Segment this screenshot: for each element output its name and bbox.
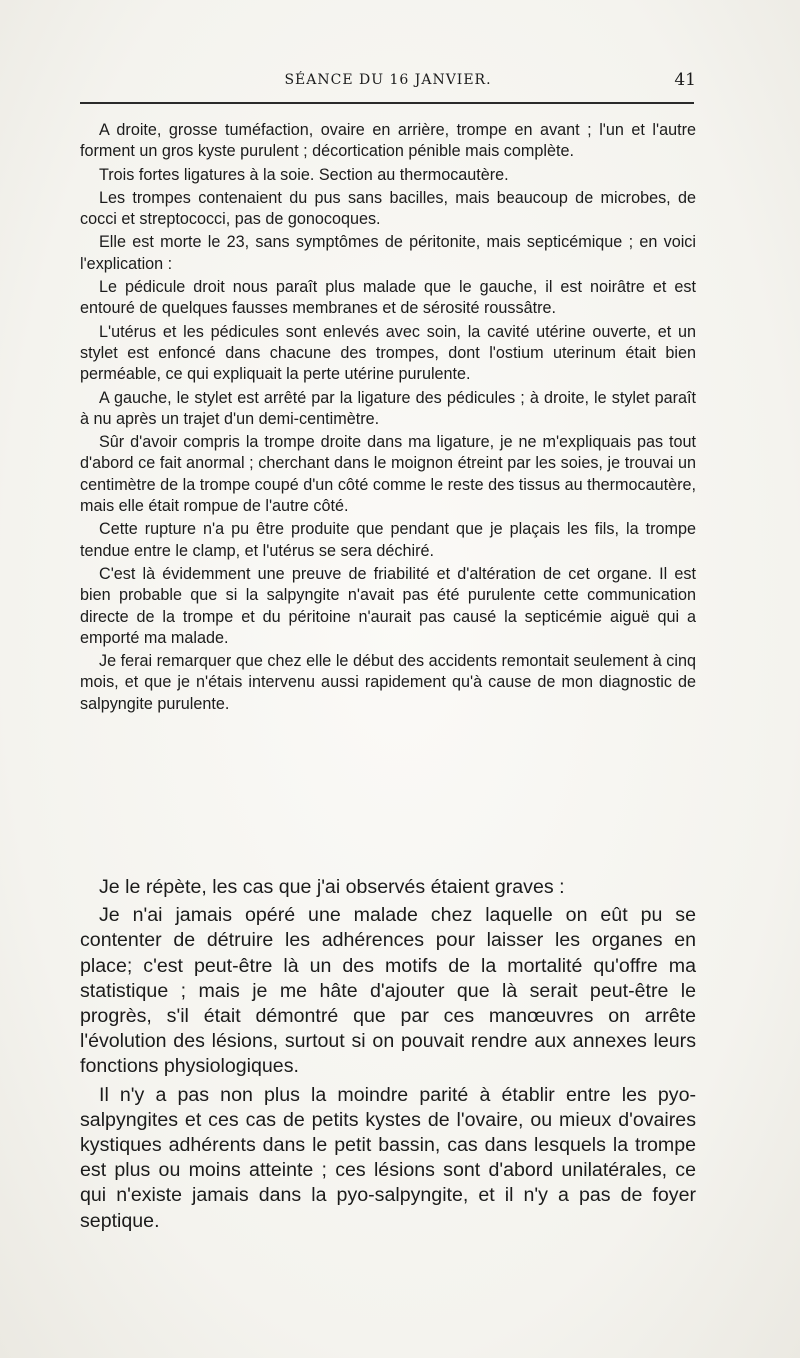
paragraph: Je ferai remarquer que chez elle le début des accidents remontait seulement à cinq mois, et que je n'étais intervenu aussi rapidement qu'à cause de mon diagnostic de salpyngite purulente.	[80, 652, 696, 713]
header-rule	[80, 102, 694, 104]
paragraph: Sûr d'avoir compris la trompe droite dans ma ligature, je ne m'expliquais pas tout d'abord ce fait anormal ; cherchant dans le moignon étreint par les soies, je trouvai un centimètre de la trompe coupé d'un côté comme le reste des tissus au thermocautère, mais elle était rompue de l'autre côté.	[80, 433, 696, 516]
paragraph: Il n'y a pas non plus la moindre parité à établir entre les pyo-salpyngites et ces cas de petits kystes de l'ovaire, ou mieux d'ovaires kystiques adhérents dans le petit bassin, cas dans lesquels la trompe est plus ou moins atteinte ; ces lésions sont d'abord unilatérales, ce qui n'existe jamais dans la pyo-salpyngite, et il n'y a pas de foyer septique.	[80, 1083, 696, 1232]
paragraph: Le pédicule droit nous paraît plus malade que le gauche, il est noirâtre et est entouré de quelques fausses membranes et de sérosité roussâtre.	[80, 278, 696, 318]
running-header	[80, 72, 696, 100]
page-number: 41	[674, 70, 696, 90]
paragraph: C'est là évidemment une preuve de friabilité et d'altération de cet organe. Il est bien probable que si la salpyngite n'avait pas été purulente cette communication directe de la trompe et du péritoine n'aurait pas causé la septicémie aiguë qui a emporté ma malade.	[80, 564, 696, 647]
paragraph: Elle est morte le 23, sans symptômes de péritonite, mais septicémique ; en voici l'explication :	[80, 233, 696, 273]
running-title: SÉANCE DU 16 JANVIER.	[284, 72, 492, 88]
paragraph: Je le répète, les cas que j'ai observés étaient graves :	[99, 876, 565, 898]
paragraph: Les trompes contenaient du pus sans bacilles, mais beaucoup de microbes, de cocci et streptococci, pas de gonocoques.	[80, 188, 696, 229]
paragraph: A gauche, le stylet est arrêté par la ligature des pédicules ; à droite, le stylet paraît à nu après un trajet d'un demi-centimètre.	[80, 388, 696, 428]
paragraph: A droite, grosse tuméfaction, ovaire en arrière, trompe en avant ; l'un et l'autre forment un gros kyste purulent ; décortication pénible mais complète.	[80, 121, 696, 161]
discussion-text	[80, 875, 696, 1237]
case-report-text	[80, 120, 696, 717]
paragraph: Je n'ai jamais opéré une malade chez laquelle on eût pu se contenter de détruire les adhérences pour laisser les organes en place; c'est peut-être là un des motifs de la mortalité qu'offre ma statistique ; mais je me hâte d'ajouter que là serait peut-être le progrès, s'il était démontré que par ces manœuvres on arrête l'évolution des lésions, surtout si on pouvait rendre aux annexes leurs fonctions physiologiques.	[80, 904, 696, 1078]
paragraph: L'utérus et les pédicules sont enlevés avec soin, la cavité utérine ouverte, et un stylet est enfoncé dans chacune des trompes, dont l'ostium uterinum était bien perméable, ce qui expliquait la perte utérine purulente.	[80, 322, 696, 384]
paragraph: Trois fortes ligatures à la soie. Section au thermocautère.	[99, 165, 509, 184]
paragraph: Cette rupture n'a pu être produite que pendant que je plaçais les fils, la trompe tendue entre le clamp, et l'utérus se sera déchiré.	[80, 520, 696, 560]
